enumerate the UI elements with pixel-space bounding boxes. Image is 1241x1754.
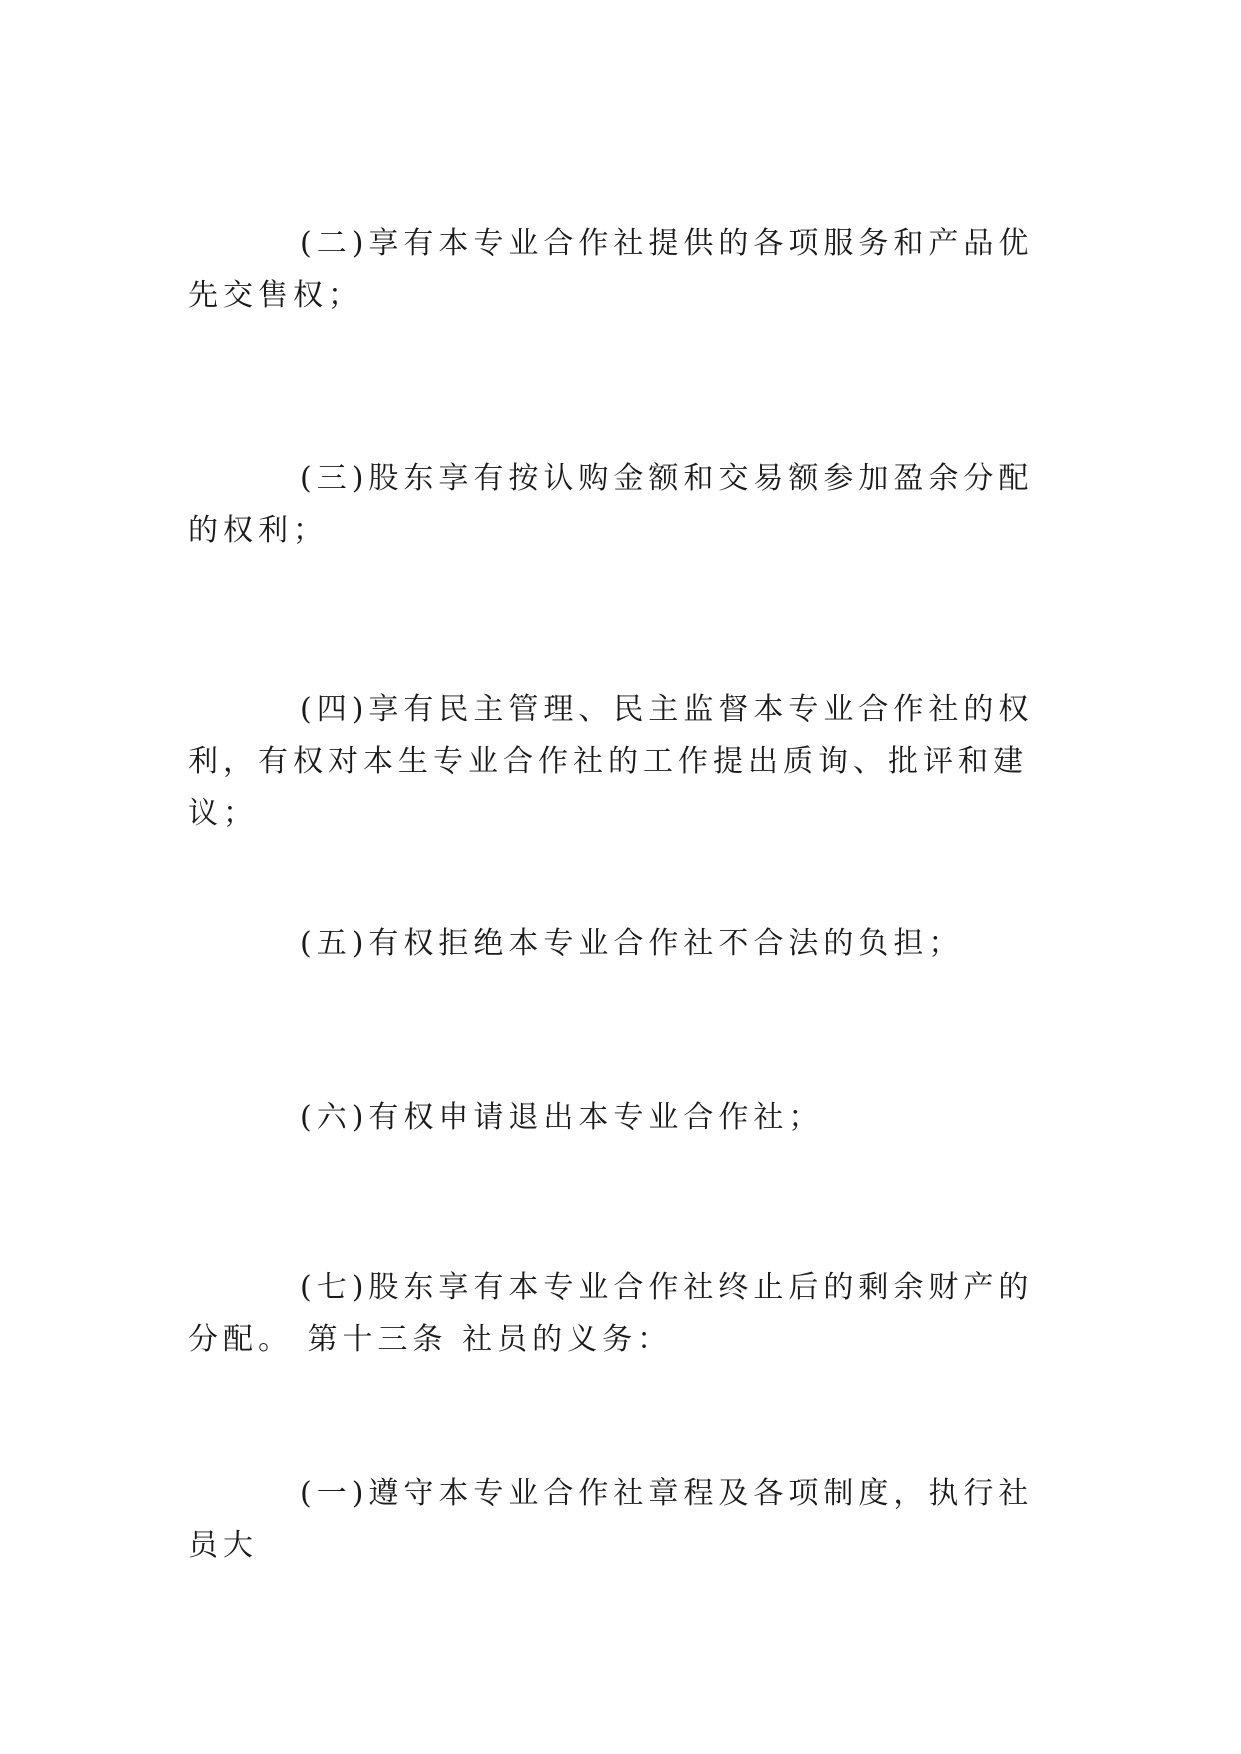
paragraph-duty-1: (一)遵守本专业合作社章程及各项制度，执行社员大	[188, 1476, 1034, 1563]
paragraph-right-5: (五)有权拒绝本专业合作社不合法的负担；	[300, 926, 964, 961]
paragraph-right-7: (七)股东享有本专业合作社终止后的剩余财产的分配。 第十三条 社员的义务：	[188, 1270, 1034, 1357]
paragraph-right-2: (二)享有本专业合作社提供的各项服务和产品优先交售权；	[188, 226, 1034, 313]
paragraph-right-6: (六)有权申请退出本专业合作社；	[300, 1100, 824, 1135]
paragraph-right-4: (四)享有民主管理、民主监督本专业合作社的权利，有权对本生专业合作社的工作提出质询、批评和建议；	[188, 692, 1034, 831]
paragraph-right-3: (三)股东享有按认购金额和交易额参加盈余分配的权利；	[188, 461, 1034, 548]
